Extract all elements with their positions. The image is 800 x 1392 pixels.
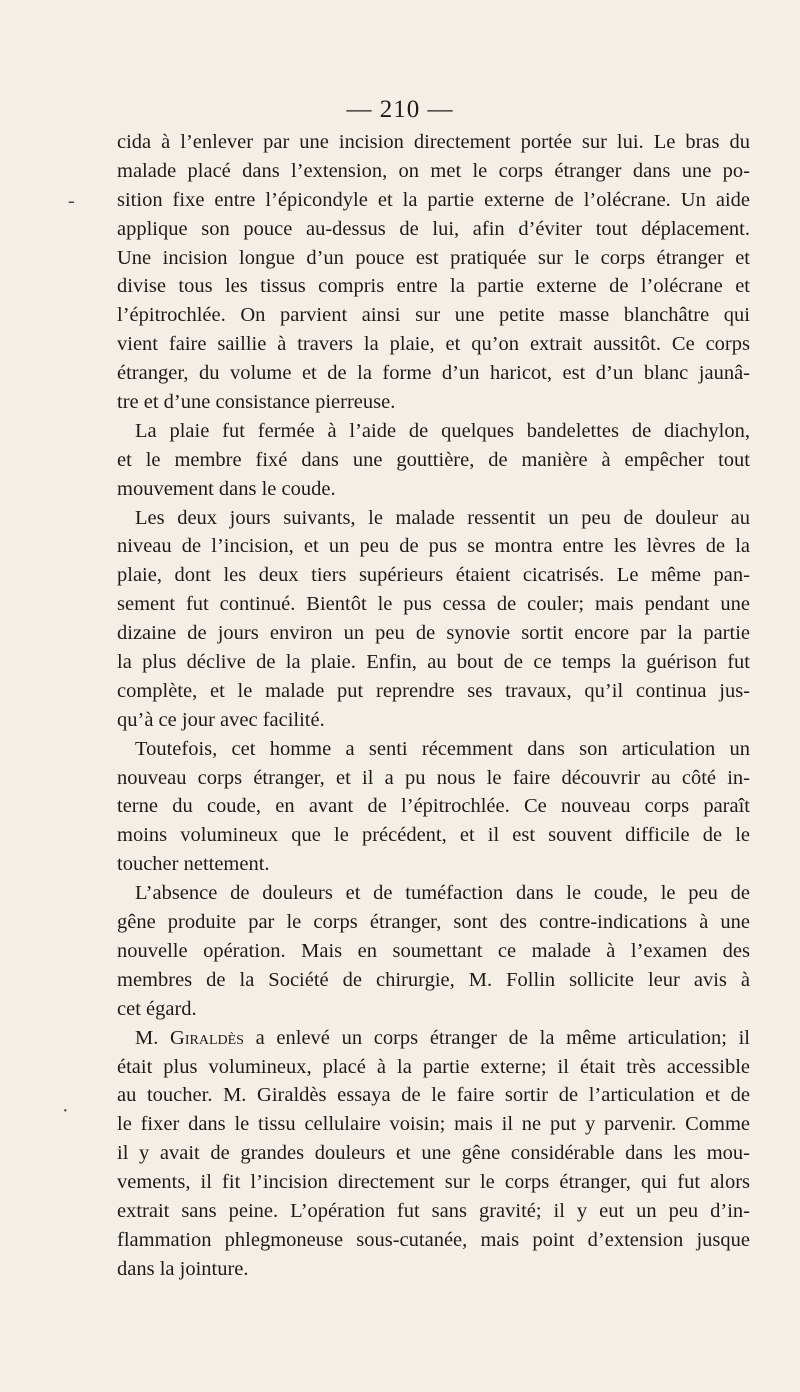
text-line: nouveau corps étranger, et il a pu nous le faire découvrir au côté in- (117, 766, 750, 789)
text-line: toucher nettement. (117, 853, 270, 876)
text-line: et le membre fixé dans une gouttière, de manière à empêcher tout (117, 448, 750, 471)
paragraph (117, 504, 750, 735)
text-line: qu’à ce jour avec facilité. (117, 708, 325, 731)
speaker-name: Giraldès (170, 1026, 244, 1049)
text-line: La plaie fut fermée à l’aide de quelques bandelettes de diachylon, (135, 419, 750, 442)
text-line: L’absence de douleurs et de tuméfaction dans le coude, le peu de (135, 882, 750, 905)
text-line: dizaine de jours environ un peu de synovie sortit encore par la partie (117, 622, 750, 645)
text-line: étranger, du volume et de la forme d’un haricot, est d’un blanc jaunâ- (117, 362, 750, 385)
text-line: au toucher. M. Giraldès essaya de le faire sortir de l’articulation et de (117, 1084, 750, 1107)
text-line-lead (117, 1024, 750, 1053)
margin-mark: - (68, 190, 75, 212)
text-line: extrait sans peine. L’opération fut sans gravité; il y eut un peu d’in- (117, 1199, 750, 1222)
lead-text: a enlevé un corps étranger de la même articulation; il (243, 1026, 750, 1049)
speaker-prefix: M. (135, 1026, 171, 1049)
paragraph (117, 879, 750, 1023)
text-line: cet égard. (117, 997, 197, 1020)
text-line: dans la jointure. (117, 1257, 249, 1280)
text-line: il y avait de grandes douleurs et une gêne considérable dans les mou- (117, 1142, 750, 1165)
text-line: terne du coude, en avant de l’épitrochlée. Ce nouveau corps paraît (117, 795, 750, 818)
text-line: membres de la Société de chirurgie, M. Follin sollicite leur avis à (117, 968, 750, 991)
text-line: nouvelle opération. Mais en soumettant ce malade à l’examen des (117, 939, 750, 962)
text-line: vements, il fit l’incision directement sur le corps étranger, qui fut alors (117, 1171, 750, 1194)
page-number: — 210 — (346, 96, 454, 123)
text-line: gêne produite par le corps étranger, sont des contre-indications à une (117, 911, 750, 934)
text-line: Toutefois, cet homme a senti récemment dans son articulation un (135, 737, 750, 760)
text-line: la plus déclive de la plaie. Enfin, au bout de ce temps la guérison fut (117, 651, 750, 674)
paragraph (117, 1024, 750, 1284)
text-line: cida à l’enlever par une incision directement portée sur lui. Le bras du (117, 131, 750, 153)
text-line: applique son pouce au-dessus de lui, afin d’éviter tout déplacement. (117, 217, 750, 240)
text-line: complète, et le malade put reprendre ses travaux, qu’il continua jus- (117, 679, 750, 702)
paragraph (117, 735, 750, 879)
text-line: flammation phlegmoneuse sous-cutanée, mais point d’extension jusque (117, 1228, 750, 1251)
text-line: tre et d’une consistance pierreuse. (117, 391, 396, 414)
text-line: niveau de l’incision, et un peu de pus se montra entre les lèvres de la (117, 535, 750, 558)
text-line: sement fut continué. Bientôt le pus cessa de couler; mais pendant une (117, 593, 750, 616)
margin-mark: · (62, 1100, 69, 1122)
text-line: plaie, dont les deux tiers supérieurs étaient cicatrisés. Le même pan- (117, 564, 750, 587)
body-text (117, 128, 750, 1284)
text-line: le fixer dans le tissu cellulaire voisin; mais il ne put y parvenir. Comme (117, 1113, 750, 1136)
text-line: l’épitrochlée. On parvient ainsi sur une petite masse blanchâtre qui (117, 304, 750, 327)
paragraph (117, 417, 750, 504)
text-line: Une incision longue d’un pouce est pratiquée sur le corps étranger et (117, 246, 750, 269)
text-line: Les deux jours suivants, le malade ressentit un peu de douleur au (135, 506, 750, 529)
paragraph (117, 128, 750, 417)
text-line: moins volumineux que le précédent, et il est souvent difficile de le (117, 824, 750, 847)
text-line: vient faire saillie à travers la plaie, et qu’on extrait aussitôt. Ce corps (117, 333, 750, 356)
text-line: sition fixe entre l’épicondyle et la partie externe de l’olécrane. Un aide (117, 188, 750, 211)
text-line: mouvement dans le coude. (117, 477, 336, 500)
text-line: malade placé dans l’extension, on met le corps étranger dans une po- (117, 159, 750, 182)
text-line: était plus volumineux, placé à la partie externe; il était très accessible (117, 1055, 750, 1078)
text-line: divise tous les tissus compris entre la partie externe de l’olécrane et (117, 275, 750, 298)
